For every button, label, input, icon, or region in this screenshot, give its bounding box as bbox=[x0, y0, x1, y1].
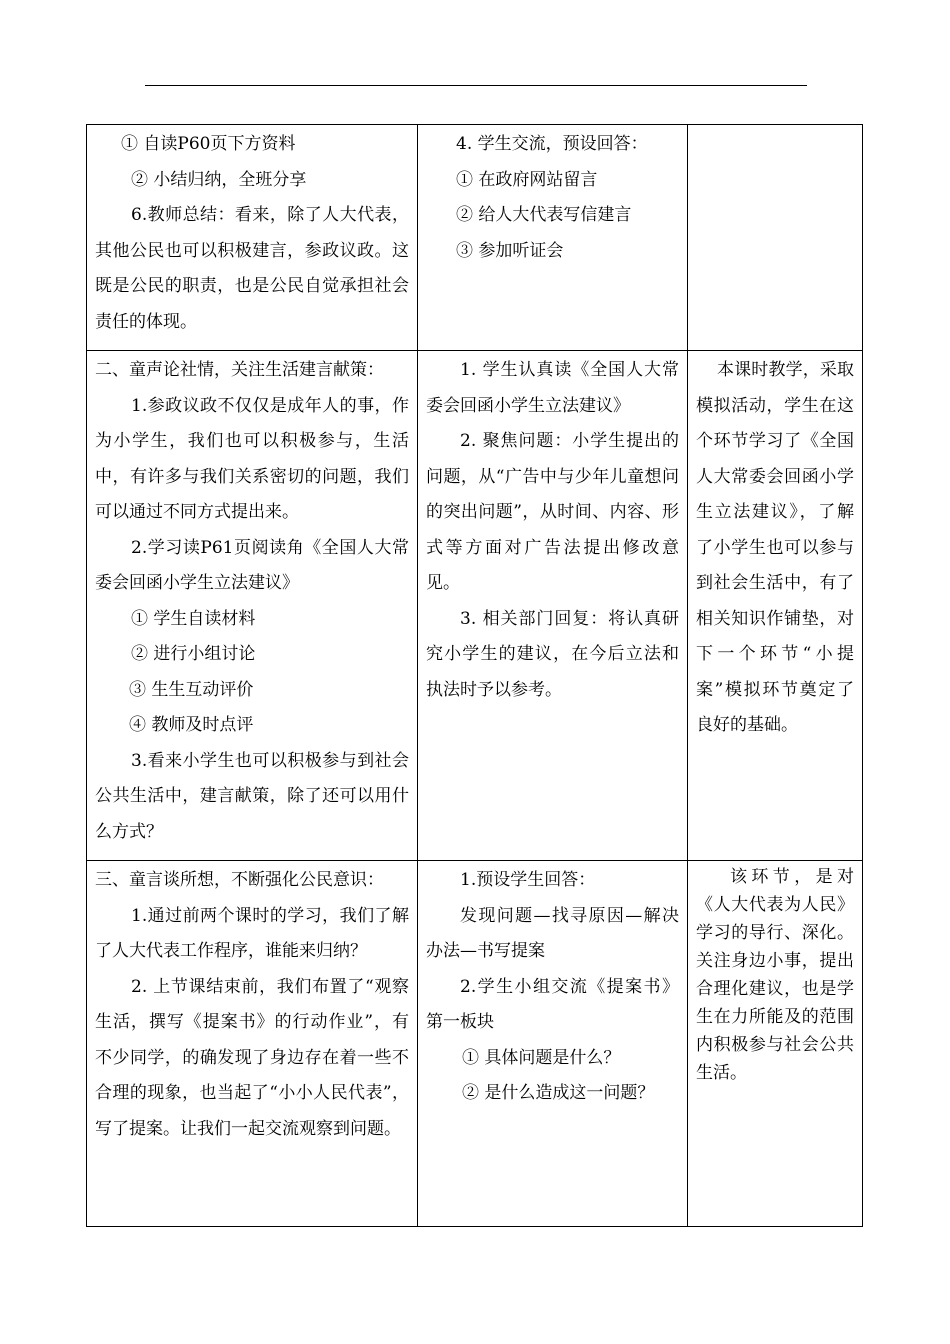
text-line: ② 是什么造成这一问题？ bbox=[462, 1083, 655, 1103]
design-intent-cell bbox=[688, 351, 863, 861]
text-line: ③ 参加听证会 bbox=[456, 240, 564, 261]
design-intent-cell bbox=[688, 125, 863, 351]
text-paragraph: 发现问题—找寻原因—解决办法—书写提案 bbox=[426, 905, 679, 961]
table-row bbox=[87, 861, 863, 1227]
text-line: 1.预设学生回答： bbox=[460, 870, 596, 890]
text-paragraph: 2. 聚焦问题：小学生提出的问题，从“广告中与少年儿童想问的突出问题”，从时间、内容、形式等方面对广告法提出修改意见。 bbox=[426, 431, 679, 593]
text-line: ① 在政府网站留言 bbox=[456, 169, 598, 190]
text-line: ④ 教师及时点评 bbox=[129, 715, 254, 735]
design-intent-cell bbox=[688, 861, 863, 1227]
teacher-activity-cell bbox=[87, 125, 418, 351]
student-activity-cell bbox=[418, 861, 688, 1227]
section-heading: 二、童声论社情，关注生活建言献策： bbox=[95, 360, 384, 380]
student-activity-cell bbox=[418, 351, 688, 861]
lesson-plan-table bbox=[86, 124, 863, 1227]
text-paragraph: 3. 相关部门回复：将认真研究小学生的建议，在今后立法和执法时予以参考。 bbox=[426, 608, 679, 700]
header-rule bbox=[145, 85, 807, 86]
text-paragraph: 1. 学生认真读《全国人大常委会回函小学生立法建议》 bbox=[426, 360, 679, 416]
text-paragraph: 1.参政议政不仅仅是成年人的事，作为小学生，我们也可以积极参与，生活中，有许多与我们关系密切的问题，我们可以通过不同方式提出来。 bbox=[95, 395, 409, 522]
student-activity-cell bbox=[418, 125, 688, 351]
text-paragraph: 本课时教学，采取模拟活动，学生在这个环节学习了《全国人大常委会回函小学生立法建议》，了解了小学生也可以参与到社会生活中，有了相关知识作铺垫，对下一个环节“小提案”模拟环节奠定了良好的基础。 bbox=[696, 360, 854, 735]
text-paragraph: 6.教师总结：看来，除了人大代表，其他公民也可以积极建言，参政议政。这既是公民的职责，也是公民自觉承担社会责任的体现。 bbox=[95, 205, 409, 332]
text-line: ② 给人大代表写信建言 bbox=[456, 205, 632, 225]
text-paragraph: 2.学习读P61页阅读角《全国人大常委会回函小学生立法建议》 bbox=[95, 537, 409, 593]
table-row bbox=[87, 125, 863, 351]
text-line: ② 小结归纳，全班分享 bbox=[131, 169, 307, 190]
text-line: ③ 生生互动评价 bbox=[129, 679, 254, 700]
table-row bbox=[87, 351, 863, 861]
text-line: ① 自读P60页下方资料 bbox=[121, 134, 296, 154]
text-line: ① 学生自读材料 bbox=[131, 608, 256, 629]
text-paragraph: 2. 上节课结束前，我们布置了“观察生活，撰写《提案书》的行动作业”，有不少同学，的确发现了身边存在着一些不合理的现象，也当起了“小小人民代表”，写了提案。让我们一起交流观察到问题。 bbox=[95, 976, 409, 1139]
teacher-activity-cell bbox=[87, 861, 418, 1227]
section-heading: 三、童言谈所想，不断强化公民意识： bbox=[95, 870, 384, 890]
teacher-activity-cell bbox=[87, 351, 418, 861]
text-paragraph: 2.学生小组交流《提案书》第一板块 bbox=[426, 976, 679, 1032]
text-line: ① 具体问题是什么？ bbox=[462, 1047, 621, 1068]
text-paragraph: 该环节，是对《人大代表为人民》学习的导行、深化。关注身边小事，提出合理化建议，也是学生在力所能及的范围内积极参与社会公共生活。 bbox=[696, 867, 854, 1083]
text-line: 4. 学生交流，预设回答： bbox=[456, 134, 648, 154]
text-line: ② 进行小组讨论 bbox=[131, 644, 256, 664]
text-paragraph: 3.看来小学生也可以积极参与到社会公共生活中，建言献策，除了还可以用什么方式？ bbox=[95, 750, 409, 842]
text-paragraph: 1.通过前两个课时的学习，我们了解了人大代表工作程序，谁能来归纳？ bbox=[95, 905, 409, 961]
